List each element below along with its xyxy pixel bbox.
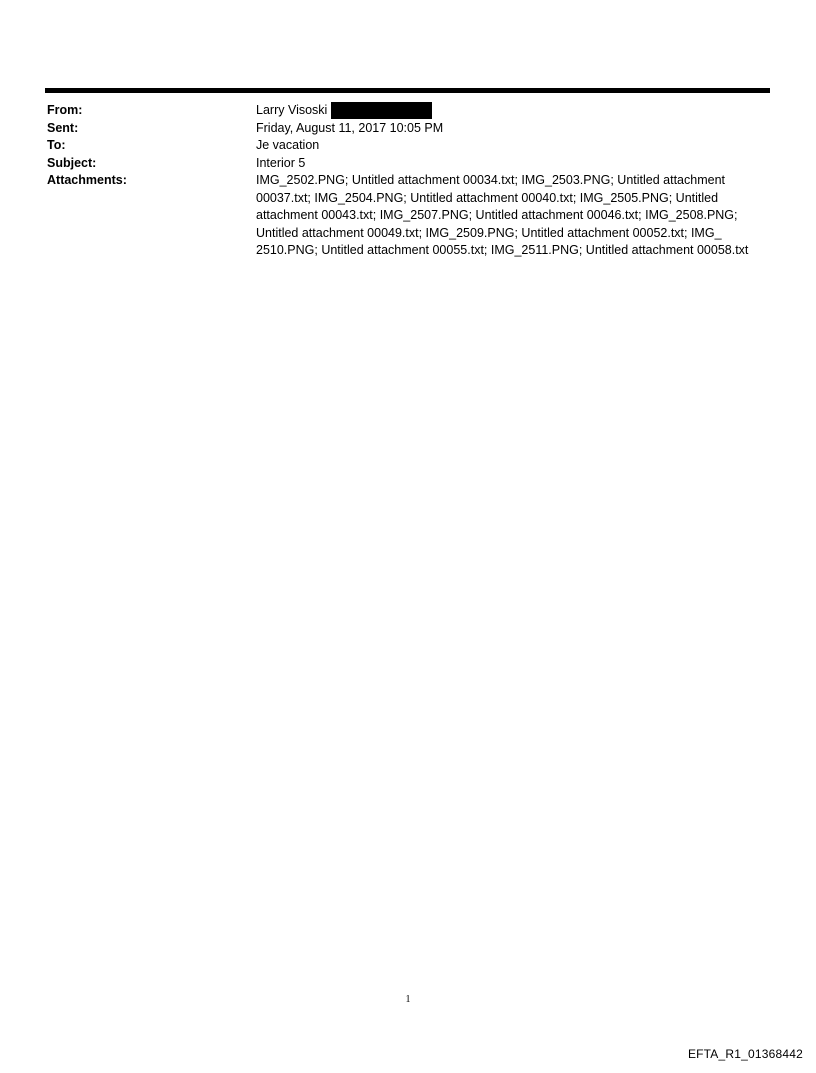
subject-label: Subject:: [47, 155, 97, 170]
sent-row: [47, 120, 767, 138]
sent-value: Friday, August 11, 2017 10:05 PM: [256, 120, 444, 135]
subject-row: [47, 155, 767, 173]
bates-number: EFTA_R1_01368442: [687, 1047, 803, 1061]
redaction-box: [331, 102, 432, 119]
to-label: To:: [47, 138, 66, 152]
attachments-label: Attachments:: [47, 173, 127, 187]
from-value: [256, 102, 767, 120]
to-row: [47, 137, 767, 155]
header-divider: [45, 88, 770, 93]
from-row: [47, 102, 767, 120]
subject-value: Interior 5: [256, 155, 306, 170]
to-value: Je vacation: [256, 138, 320, 152]
attachments-value: IMG_2502.PNG; Untitled attachment 00034.txt; IMG_2503.PNG; Untitled attachment 00037.txt; IMG_2504.PNG; Untitled attachment 00040.txt; IMG_2505.PNG; Untitled attachment 00043.txt; IMG_2507.PNG; Untitled attachment 00046.txt; IMG_2508.PNG; Untitled attachment 00049.txt; IMG_2509.PNG; Untitled attachment 00052.txt; IMG_ 2510.PNG; Untitled attachment 00055.txt; IMG_2511.PNG; Untitled attachment 00058.txt: [256, 173, 749, 257]
sent-label: Sent:: [47, 120, 79, 135]
page-number: 1: [405, 994, 411, 1005]
email-header: [47, 102, 767, 260]
sender-name: Larry Visoski: [256, 103, 328, 117]
from-label: From:: [47, 103, 83, 117]
attachments-row: [47, 172, 767, 260]
